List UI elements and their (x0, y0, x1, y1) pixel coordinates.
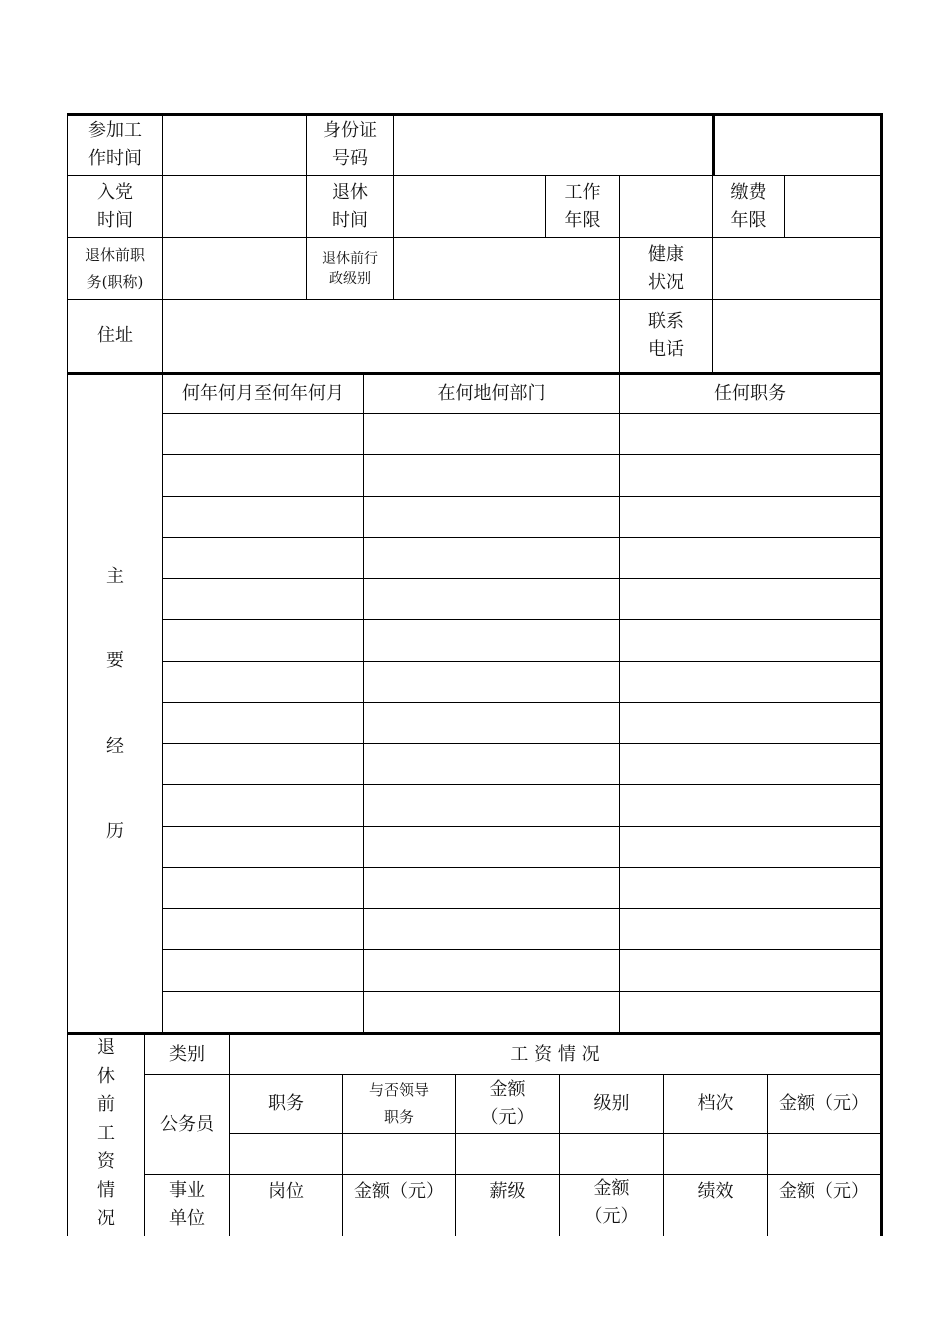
exp-field-department[interactable] (364, 909, 619, 949)
label-address: 住址 (97, 325, 133, 346)
inst-col-amount-2: 金额 （元） (584, 1178, 639, 1227)
salary-title: 工 资 情 况 (510, 1043, 600, 1065)
exp-side-char-2: 要 (106, 650, 124, 671)
field-phone[interactable] (713, 300, 880, 372)
civil-field-leader-post[interactable] (343, 1134, 455, 1174)
label-pre-retire-admin-level: 退休前行 政级别 (322, 250, 378, 287)
label-institution: 事业 单位 (169, 1180, 205, 1229)
exp-field-period[interactable] (163, 868, 363, 908)
exp-field-position[interactable] (620, 455, 880, 495)
exp-field-period[interactable] (163, 785, 363, 825)
exp-field-period[interactable] (163, 579, 363, 619)
exp-field-department[interactable] (364, 992, 619, 1032)
exp-field-period[interactable] (163, 662, 363, 702)
exp-field-department[interactable] (364, 827, 619, 867)
civil-col-position: 职务 (268, 1093, 304, 1114)
exp-field-period[interactable] (163, 620, 363, 660)
inst-col-performance: 绩效 (697, 1181, 734, 1202)
exp-field-department[interactable] (364, 662, 619, 702)
exp-field-department[interactable] (364, 703, 619, 743)
civil-col-amount-2: 金额（元） (779, 1093, 869, 1114)
exp-field-department[interactable] (364, 497, 619, 537)
salary-side-label: 退 休 前 工 资 情 况 (97, 1037, 115, 1230)
exp-field-period[interactable] (163, 950, 363, 990)
civil-col-amount-1: 金额 （元） (480, 1079, 535, 1128)
civil-field-position[interactable] (230, 1134, 342, 1174)
field-retire-time[interactable] (394, 176, 545, 237)
exp-field-department[interactable] (364, 744, 619, 784)
exp-field-department[interactable] (364, 414, 619, 454)
civil-col-grade: 档次 (697, 1093, 734, 1114)
exp-field-period[interactable] (163, 497, 363, 537)
exp-field-position[interactable] (620, 620, 880, 660)
label-pre-retire-title: 退休前职 务(职称) (84, 245, 145, 291)
field-work-years[interactable] (620, 176, 712, 237)
inst-col-salary-level: 薪级 (489, 1181, 526, 1202)
exp-field-position[interactable] (620, 497, 880, 537)
exp-field-position[interactable] (620, 785, 880, 825)
exp-header-department: 在何地何部门 (437, 383, 546, 404)
label-phone: 联系 电话 (648, 311, 684, 360)
field-pre-retire-admin-level[interactable] (394, 238, 619, 299)
exp-field-period[interactable] (163, 538, 363, 578)
exp-field-department[interactable] (364, 579, 619, 619)
exp-side-char-4: 历 (106, 821, 124, 842)
civil-field-amount-1[interactable] (456, 1134, 559, 1174)
civil-field-amount-2[interactable] (768, 1134, 880, 1174)
exp-field-department[interactable] (364, 950, 619, 990)
exp-field-department[interactable] (364, 785, 619, 825)
exp-field-position[interactable] (620, 703, 880, 743)
exp-field-position[interactable] (620, 868, 880, 908)
exp-field-position[interactable] (620, 662, 880, 702)
exp-field-position[interactable] (620, 744, 880, 784)
label-pay-years: 缴费 年限 (730, 181, 767, 231)
civil-col-level: 级别 (593, 1093, 630, 1114)
exp-field-position[interactable] (620, 827, 880, 867)
exp-field-period[interactable] (163, 827, 363, 867)
field-address[interactable] (163, 300, 619, 372)
field-pre-retire-title[interactable] (163, 238, 306, 299)
exp-field-department[interactable] (364, 455, 619, 495)
photo-box (715, 116, 880, 175)
field-pay-years[interactable] (785, 176, 880, 237)
exp-field-position[interactable] (620, 538, 880, 578)
label-id-number: 身份证 号码 (323, 119, 377, 169)
salary-category-label: 类别 (169, 1043, 205, 1065)
field-party-join-time[interactable] (163, 176, 306, 237)
civil-field-level[interactable] (560, 1134, 663, 1174)
field-id-number[interactable] (394, 114, 712, 175)
label-civil-servant: 公务员 (160, 1113, 214, 1135)
inst-col-amount-3: 金额（元） (779, 1181, 869, 1202)
exp-header-position: 任何职务 (714, 383, 786, 404)
exp-field-period[interactable] (163, 414, 363, 454)
exp-field-period[interactable] (163, 703, 363, 743)
exp-field-period[interactable] (163, 455, 363, 495)
exp-field-position[interactable] (620, 950, 880, 990)
civil-field-grade[interactable] (664, 1134, 767, 1174)
exp-side-char-3: 经 (106, 736, 124, 757)
label-retire-time: 退休 时间 (332, 181, 368, 231)
exp-side-char-1: 主 (106, 566, 124, 587)
field-join-work-time[interactable] (163, 114, 306, 175)
civil-col-leader-post: 与否领导 职务 (368, 1081, 429, 1126)
inst-col-amount-1: 金额（元） (354, 1181, 444, 1202)
exp-field-period[interactable] (163, 744, 363, 784)
exp-field-period[interactable] (163, 992, 363, 1032)
exp-field-position[interactable] (620, 992, 880, 1032)
exp-field-department[interactable] (364, 620, 619, 660)
inst-col-post: 岗位 (268, 1181, 304, 1202)
exp-header-period: 何年何月至何年何月 (182, 383, 344, 404)
label-health: 健康 状况 (648, 243, 684, 293)
exp-field-position[interactable] (620, 414, 880, 454)
label-party-join-time: 入党 时间 (97, 181, 133, 231)
exp-field-position[interactable] (620, 579, 880, 619)
exp-field-position[interactable] (620, 909, 880, 949)
exp-field-period[interactable] (163, 909, 363, 949)
field-health[interactable] (713, 238, 880, 299)
outer-right-border (880, 113, 883, 1236)
exp-field-department[interactable] (364, 868, 619, 908)
exp-field-department[interactable] (364, 538, 619, 578)
label-work-years: 工作 年限 (564, 181, 601, 231)
label-join-work-time: 参加工 作时间 (88, 119, 142, 169)
